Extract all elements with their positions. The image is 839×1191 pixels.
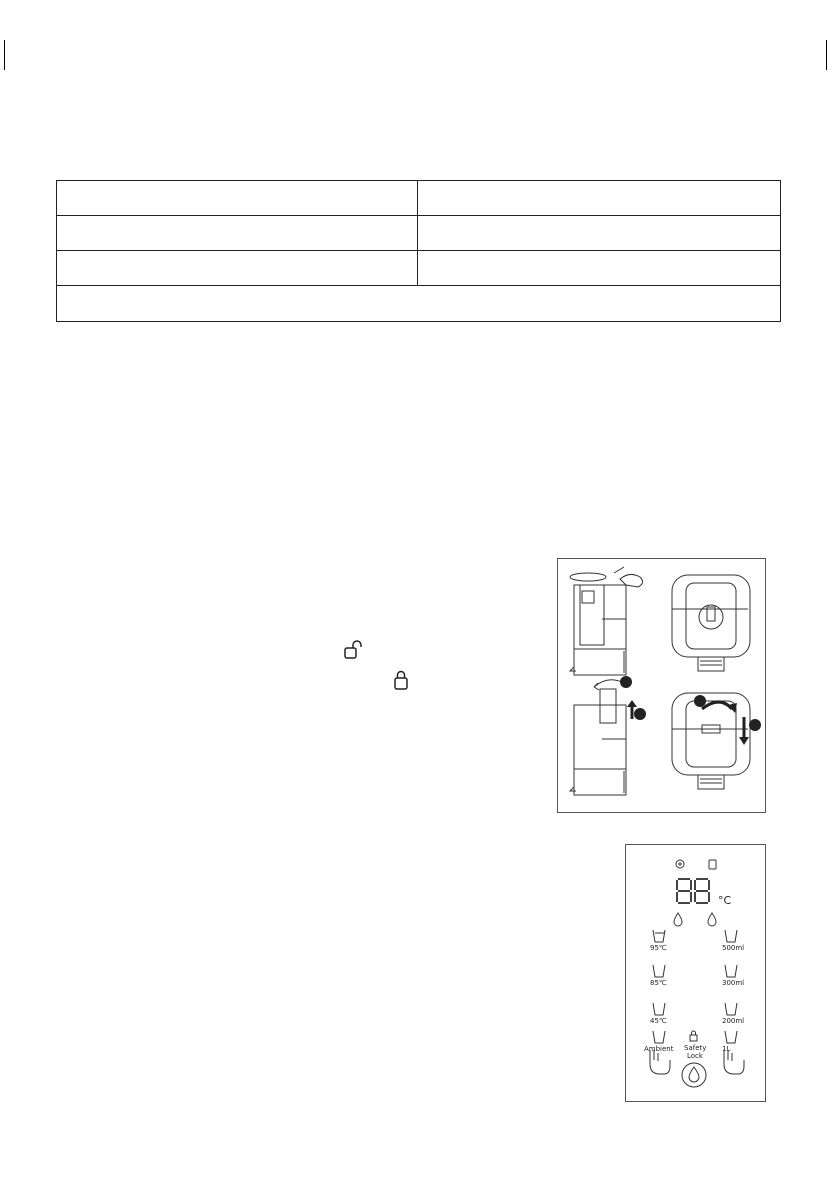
step-marker-3 xyxy=(694,695,706,707)
unlock-icon xyxy=(343,640,365,660)
control-panel-drawing xyxy=(626,845,765,1101)
safety-lock-label-2: Lock xyxy=(687,1052,703,1060)
table-row xyxy=(57,251,781,286)
table-cell xyxy=(418,251,781,286)
table-cell xyxy=(418,216,781,251)
filter-replacement-figure xyxy=(557,558,766,813)
table-row xyxy=(57,181,781,216)
filter-illustration xyxy=(558,559,765,812)
temperature-unit: °C xyxy=(718,894,732,907)
table-row xyxy=(57,286,781,322)
step-marker-2 xyxy=(634,708,646,720)
volume-label-500: 500ml xyxy=(722,944,745,952)
step-marker-1 xyxy=(620,676,632,688)
table-cell xyxy=(57,181,418,216)
crop-mark-right xyxy=(826,40,827,70)
volume-label-200: 200ml xyxy=(722,1017,745,1025)
ambient-label: Ambient xyxy=(644,1045,674,1053)
table-cell xyxy=(418,181,781,216)
spec-table xyxy=(56,180,781,322)
temp-label-85: 85℃ xyxy=(650,979,667,987)
table-row xyxy=(57,216,781,251)
table-cell xyxy=(57,216,418,251)
step-marker-4 xyxy=(749,719,761,731)
crop-mark-left xyxy=(4,40,5,70)
custom-volume-label: 1L xyxy=(722,1045,731,1053)
temp-label-95: 95℃ xyxy=(650,944,667,952)
temp-label-45: 45℃ xyxy=(650,1017,667,1025)
table-cell xyxy=(57,251,418,286)
lock-icon xyxy=(393,669,409,691)
volume-label-300: 300ml xyxy=(722,979,745,987)
table-cell-merged xyxy=(57,286,781,322)
safety-lock-label-1: Safety xyxy=(684,1044,707,1052)
control-panel-figure xyxy=(625,844,766,1102)
